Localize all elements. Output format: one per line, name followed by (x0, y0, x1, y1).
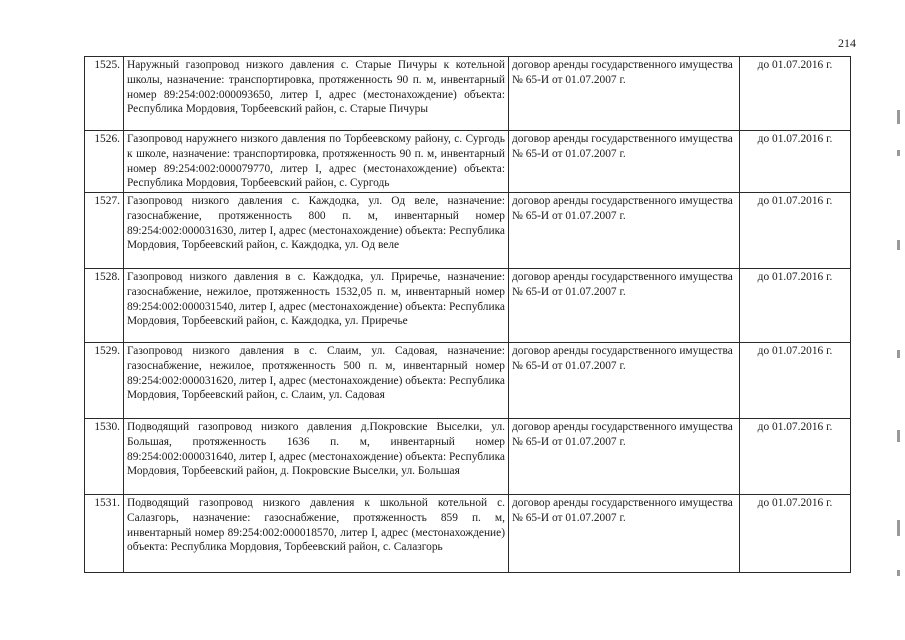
lease-basis: договор аренды государственного имущества № 65-И от 01.07.2007 г. (509, 343, 740, 419)
row-number: 1527. (85, 193, 124, 269)
lease-term: до 01.07.2016 г. (740, 131, 851, 193)
row-number: 1526. (85, 131, 124, 193)
table-row (85, 495, 851, 573)
lease-basis: договор аренды государственного имущества № 65-И от 01.07.2007 г. (509, 193, 740, 269)
lease-term: до 01.07.2016 г. (740, 495, 851, 573)
row-number: 1531. (85, 495, 124, 573)
table-row (85, 269, 851, 343)
object-description: Газопровод низкого давления с. Каждодка, ул. Од веле, назначение: газоснабжение, протяженность 800 п. м, инвентарный номер 89:254:002:000031630, литер I, адрес (местонахождение) объекта: Республика Мордовия, Торбеевский район, с. Каждодка, ул. Од веле (124, 193, 509, 269)
row-number: 1529. (85, 343, 124, 419)
lease-term: до 01.07.2016 г. (740, 269, 851, 343)
object-description: Газопровод низкого давления в с. Слаим, ул. Садовая, назначение: газоснабжение, нежилое, протяженность 500 п. м, инвентарный номер 89:254:002:000031620, литер I, адрес (местонахождение) объекта: Республика Мордовия, Торбеевский район, с. Слаим, ул. Садовая (124, 343, 509, 419)
object-description: Подводящий газопровод низкого давления к школьной котельной с. Салазгорь, назначение: газоснабжение, протяженность 859 п. м, инвентарный номер 89:254:002:000018570, литер I, адрес (местонахождение) объекта: Республика Мордовия, Торбеевский район, с. Салазгорь (124, 495, 509, 573)
table-row (85, 419, 851, 495)
object-description: Газопровод наружнего низкого давления по Торбеевскому району, с. Сургодь к школе, назначение: транспортировка, протяженность 90 п. м, инвентарный номер 89:254:002:000079770, литер I, адрес (местонахождение) объекта: Республика Мордовия, Торбеевский район, с. Сургодь (124, 131, 509, 193)
object-description: Газопровод низкого давления в с. Каждодка, ул. Приречье, назначение: газоснабжение, нежилое, протяженность 1532,05 п. м, инвентарный номер 89:254:002:000031540, литер I, адрес (местонахождение) объекта: Республика Мордовия, Торбеевский район, с. Каждодка, ул. Приречье (124, 269, 509, 343)
lease-term: до 01.07.2016 г. (740, 343, 851, 419)
row-number: 1525. (85, 57, 124, 131)
lease-basis: договор аренды государственного имущества № 65-И от 01.07.2007 г. (509, 419, 740, 495)
table-row (85, 343, 851, 419)
lease-basis: договор аренды государственного имущества № 65-И от 01.07.2007 г. (509, 269, 740, 343)
table-row (85, 57, 851, 131)
property-registry-table (84, 56, 851, 573)
row-number: 1530. (85, 419, 124, 495)
table-row (85, 193, 851, 269)
lease-basis: договор аренды государственного имущества № 65-И от 01.07.2007 г. (509, 131, 740, 193)
lease-term: до 01.07.2016 г. (740, 193, 851, 269)
lease-term: до 01.07.2016 г. (740, 57, 851, 131)
object-description: Наружный газопровод низкого давления с. Старые Пичуры к котельной школы, назначение: транспортировка, протяженность 90 п. м, инвентарный номер 89:254:002:000093650, литер I, адрес (местонахождение) объекта: Республика Мордовия, Торбеевский район, с. Старые Пичуры (124, 57, 509, 131)
lease-term: до 01.07.2016 г. (740, 419, 851, 495)
lease-basis: договор аренды государственного имущества № 65-И от 01.07.2007 г. (509, 57, 740, 131)
table-row (85, 131, 851, 193)
page-number: 214 (838, 36, 856, 50)
lease-basis: договор аренды государственного имущества № 65-И от 01.07.2007 г. (509, 495, 740, 573)
scan-edge-marks (897, 90, 903, 610)
row-number: 1528. (85, 269, 124, 343)
object-description: Подводящий газопровод низкого давления д.Покровские Выселки, ул. Большая, протяженность 1636 п. м, инвентарный номер 89:254:002:000031640, литер I, адрес (местонахождение) объекта: Республика Мордовия, Торбеевский район, д. Покровские Выселки, ул. Большая (124, 419, 509, 495)
